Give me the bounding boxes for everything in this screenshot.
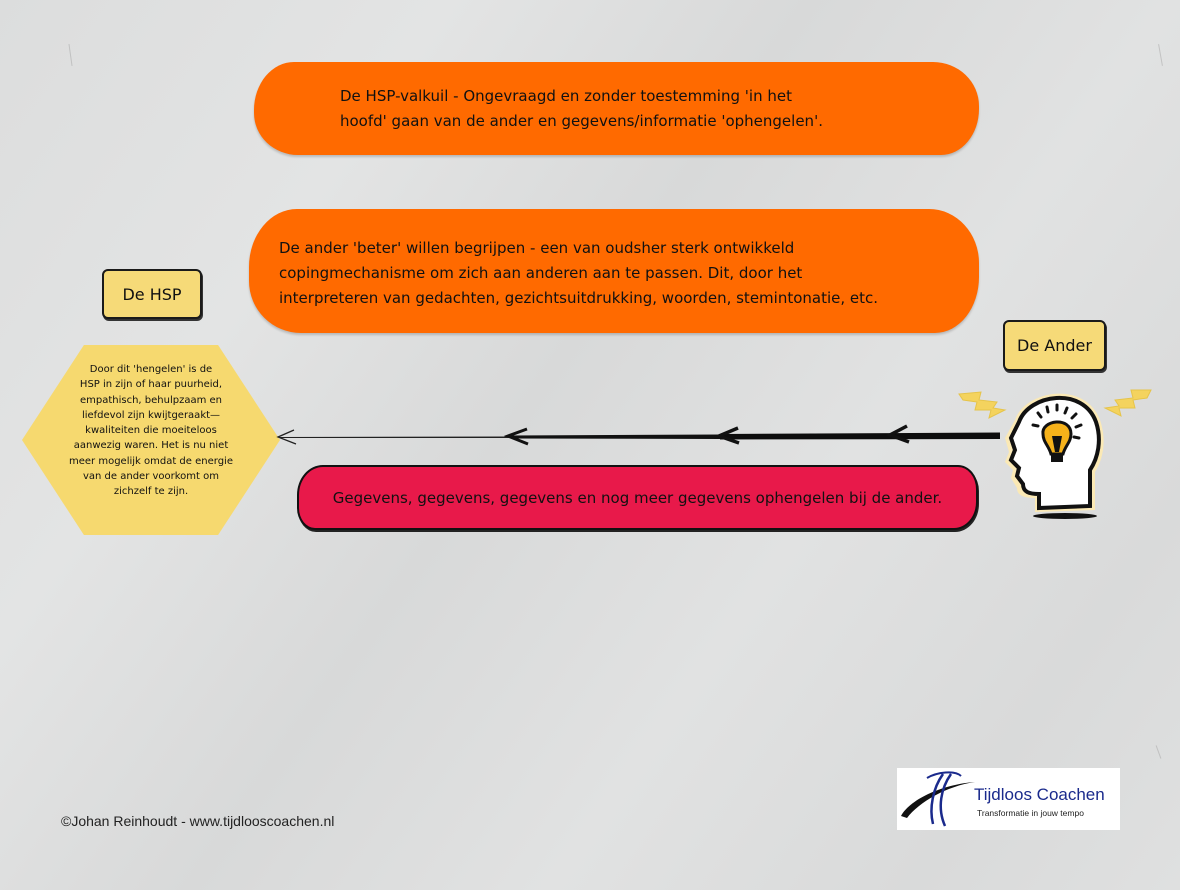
ander-label: De Ander <box>1003 320 1106 371</box>
copyright-footer: ©Johan Reinhoudt - www.tijdlooscoachen.nl <box>61 813 335 829</box>
hexagon-line: aanwezig waren. Het is nu niet <box>73 440 229 452</box>
hexagon-line: empathisch, behulpzaam en <box>79 394 223 406</box>
coping-line3: interpreteren van gedachten, gezichtsuitdrukking, woorden, stemintonatie, etc. <box>279 289 879 307</box>
paper-crease <box>1158 44 1163 66</box>
paper-crease <box>68 44 72 66</box>
hsp-pitfall-bubble <box>254 62 979 155</box>
lightning-bolt-icon <box>1105 390 1151 416</box>
coping-line1: De ander 'beter' willen begrijpen - een van oudsher sterk ontwikkeld <box>279 239 795 257</box>
tijdloos-coachen-logo[interactable] <box>897 768 1120 830</box>
hexagon-line: zichzelf te zijn. <box>113 486 189 498</box>
hexagon-line: HSP in zijn of haar puurheid, <box>79 379 223 391</box>
hexagon-line: Door dit 'hengelen' is de <box>89 364 213 375</box>
head-with-lightbulb-icon <box>955 380 1155 525</box>
hexagon-line: kwaliteiten die moeiteloos <box>85 425 217 437</box>
paper-crease <box>1156 745 1162 758</box>
hsp-pitfall-line2: hoofd' gaan van de ander en gegevens/informatie 'ophengelen'. <box>340 112 823 130</box>
coping-mechanism-bubble <box>249 209 979 333</box>
hexagon-line: van de ander voorkomt om <box>82 471 219 483</box>
data-flow-arrow <box>270 420 1030 452</box>
hexagon-text <box>62 362 240 500</box>
hexagon-line: liefdevol zijn kwijtgeraakt— <box>81 409 221 421</box>
hsp-label: De HSP <box>102 269 202 319</box>
lightning-bolt-icon <box>959 392 1005 418</box>
logo-swoosh-icon <box>897 768 975 830</box>
coping-line2: copingmechanisme om zich aan anderen aan te passen. Dit, door het <box>279 264 803 282</box>
logo-subtitle: Transformatie in jouw tempo <box>977 808 1084 818</box>
hsp-pitfall-line1: De HSP-valkuil - Ongevraagd en zonder toestemming 'in het <box>340 87 792 105</box>
logo-title: Tijdloos Coachen <box>974 785 1105 804</box>
data-gathering-bubble: Gegevens, gegevens, gegevens en nog meer gegevens ophengelen bij de ander. <box>297 465 978 530</box>
hexagon-line: meer mogelijk omdat de energie <box>69 455 233 467</box>
